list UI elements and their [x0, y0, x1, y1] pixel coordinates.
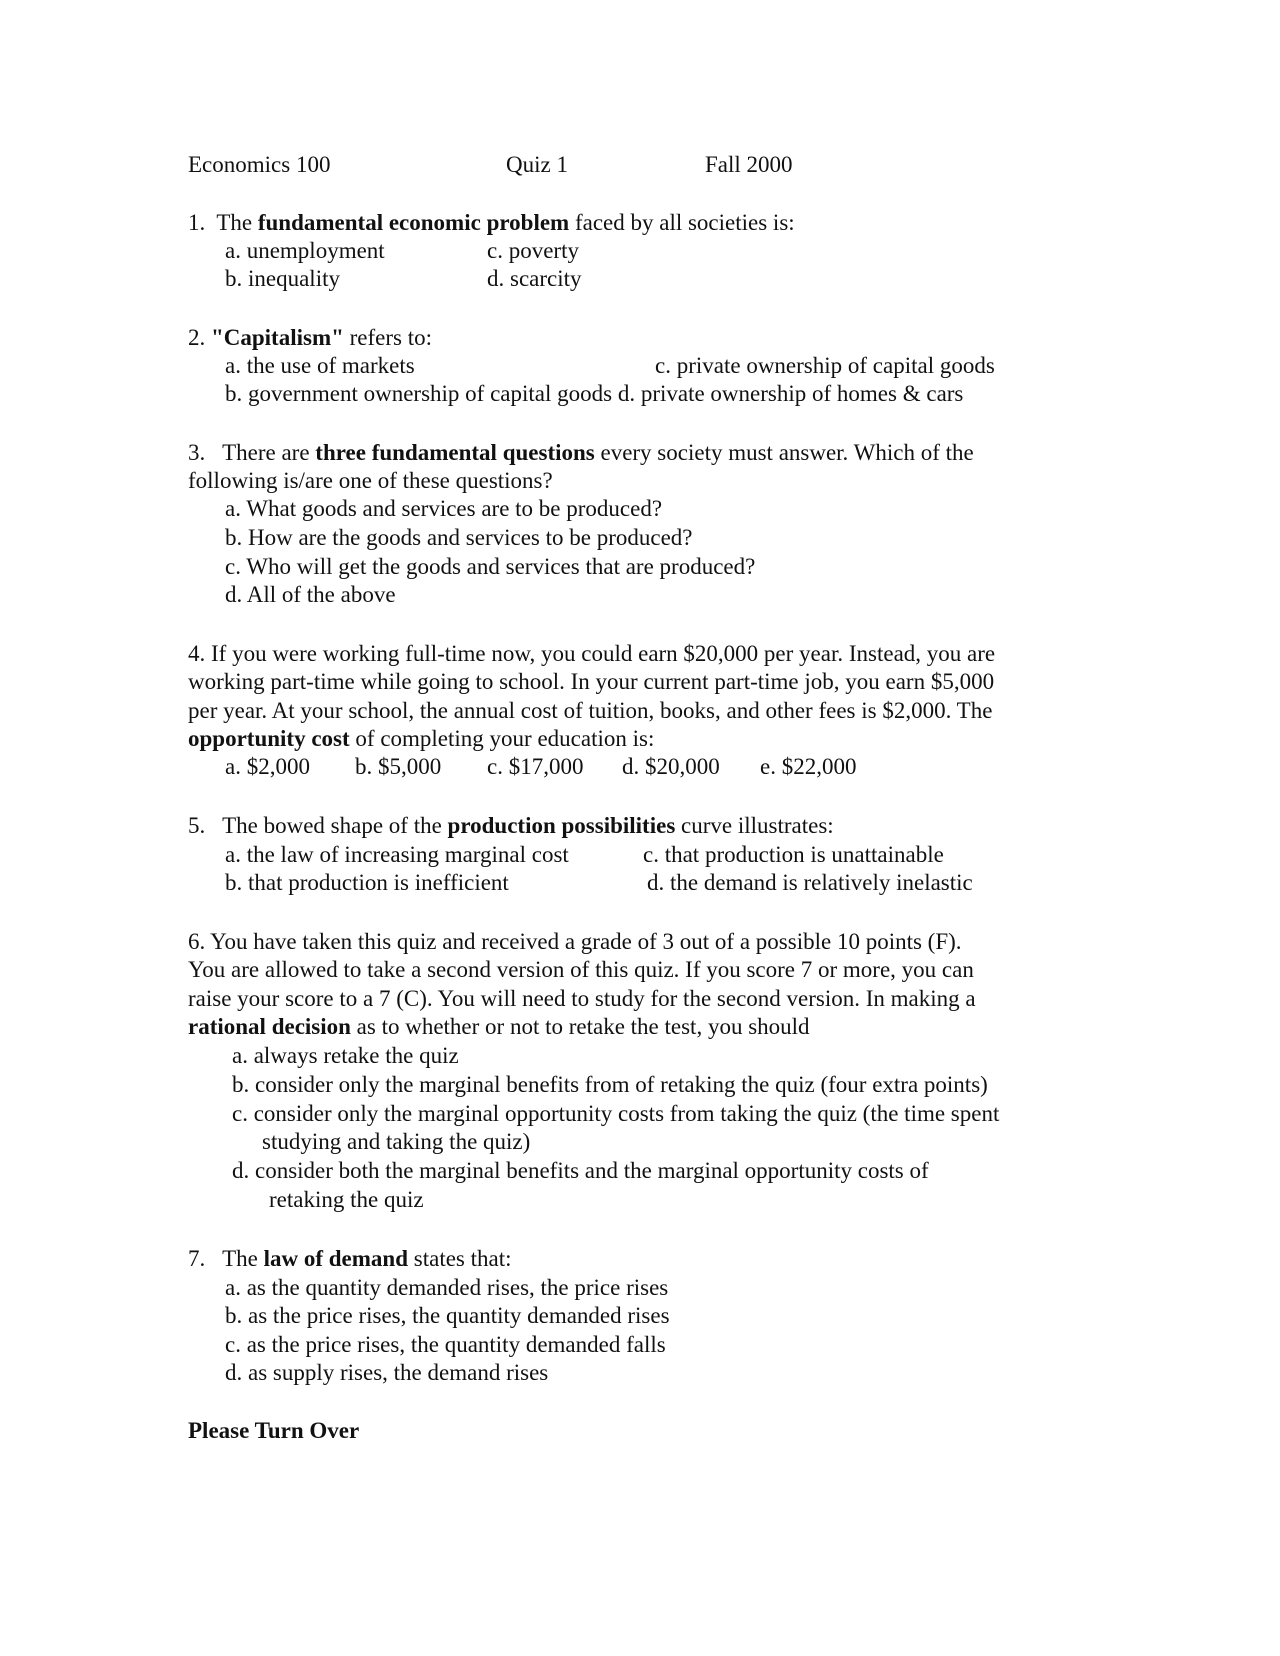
question-4-option-b: b. $5,000 [355, 754, 442, 779]
question-3-option-d: d. All of the above [225, 582, 396, 607]
question-6-key-term: rational decision [188, 1014, 351, 1039]
question-2-number: 2. [188, 325, 206, 350]
question-2 [188, 324, 432, 352]
question-6-line-4-text: as to whether or not to retake the test, you should [356, 1014, 810, 1039]
question-1-text: The [216, 210, 253, 235]
question-1 [188, 209, 795, 237]
question-5-option-c: c. that production is unattainable [643, 842, 944, 867]
question-1-option-a: a. unemployment [225, 238, 385, 263]
question-6-line-2: You are allowed to take a second version of this quiz. If you score 7 or more, you can [188, 957, 974, 982]
question-3-text: There are [222, 440, 310, 465]
question-1-key-term: fundamental economic problem [257, 210, 570, 235]
term-label: Fall 2000 [705, 152, 793, 177]
question-4-line-4-text: of completing your education is: [355, 726, 655, 751]
question-1-option-b: b. inequality [225, 266, 340, 291]
question-3-text-end: every society must answer. Which of the [600, 440, 974, 465]
question-4-key-term: opportunity cost [188, 726, 350, 751]
question-4-line-3: per year. At your school, the annual cost of tuition, books, and other fees is $2,000. The [188, 698, 993, 723]
question-2-key-term: "Capitalism" [211, 325, 344, 350]
question-1-number: 1. [188, 210, 206, 235]
course-title: Economics 100 [188, 152, 331, 177]
question-4-option-a: a. $2,000 [225, 754, 310, 779]
question-7-text: The [222, 1246, 258, 1271]
question-6-option-b: b. consider only the marginal benefits from of retaking the quiz (four extra points) [232, 1072, 988, 1097]
question-3-option-c: c. Who will get the goods and services that are produced? [225, 554, 756, 579]
question-7-option-a: a. as the quantity demanded rises, the price rises [225, 1275, 669, 1300]
question-7 [188, 1245, 512, 1273]
question-5-option-a: a. the law of increasing marginal cost [225, 842, 569, 867]
question-3-option-a: a. What goods and services are to be produced? [225, 496, 663, 521]
question-5-option-d: d. the demand is relatively inelastic [647, 870, 973, 895]
question-4-option-d: d. $20,000 [622, 754, 720, 779]
question-4-option-e: e. $22,000 [760, 754, 857, 779]
question-4-line-4 [188, 725, 654, 753]
question-3-option-b: b. How are the goods and services to be produced? [225, 525, 693, 550]
question-2-option-b-d: b. government ownership of capital goods d. private ownership of homes & cars [225, 381, 964, 406]
question-5-text: The bowed shape of the [222, 813, 442, 838]
question-4-option-c: c. $17,000 [487, 754, 584, 779]
question-7-option-d: d. as supply rises, the demand rises [225, 1360, 549, 1385]
question-6-option-d: d. consider both the marginal benefits and the marginal opportunity costs of [232, 1158, 929, 1183]
question-5-option-b: b. that production is inefficient [225, 870, 509, 895]
question-2-option-a: a. the use of markets [225, 353, 415, 378]
question-6-option-c: c. consider only the marginal opportunity costs from taking the quiz (the time spent [232, 1101, 1000, 1126]
question-6-line-3: raise your score to a 7 (C). You will need to study for the second version. In making a [188, 986, 976, 1011]
question-7-number: 7. [188, 1246, 206, 1271]
question-6-line-4 [188, 1013, 810, 1041]
question-5-text-end: curve illustrates: [681, 813, 834, 838]
question-3-key-term: three fundamental questions [315, 440, 595, 465]
question-7-option-c: c. as the price rises, the quantity demanded falls [225, 1332, 666, 1357]
question-2-text: refers to: [349, 325, 433, 350]
question-6-option-a: a. always retake the quiz [232, 1043, 459, 1068]
question-1-option-c: c. poverty [487, 238, 579, 263]
question-6-line-1: 6. You have taken this quiz and received a grade of 3 out of a possible 10 points (F). [188, 929, 962, 954]
question-5-key-term: production possibilities [447, 813, 676, 838]
question-3 [188, 439, 974, 467]
question-1-option-d: d. scarcity [487, 266, 582, 291]
question-7-key-term: law of demand [263, 1246, 409, 1271]
quiz-title: Quiz 1 [506, 152, 568, 177]
question-1-text-end: faced by all societies is: [574, 210, 795, 235]
question-5 [188, 812, 834, 840]
question-7-option-b: b. as the price rises, the quantity demanded rises [225, 1303, 670, 1328]
question-3-number: 3. [188, 440, 206, 465]
question-4-line-2: working part-time while going to school. In your current part-time job, you earn $5,000 [188, 669, 995, 694]
question-6-option-d-cont: retaking the quiz [269, 1187, 424, 1212]
please-turn-over: Please Turn Over [188, 1418, 360, 1443]
question-4-line-1: 4. If you were working full-time now, you could earn $20,000 per year. Instead, you are [188, 641, 996, 666]
question-6-option-c-cont: studying and taking the quiz) [262, 1129, 531, 1154]
question-2-option-c: c. private ownership of capital goods [655, 353, 995, 378]
question-7-text-end: states that: [413, 1246, 512, 1271]
question-5-number: 5. [188, 813, 206, 838]
question-3-line-2: following is/are one of these questions? [188, 468, 553, 493]
